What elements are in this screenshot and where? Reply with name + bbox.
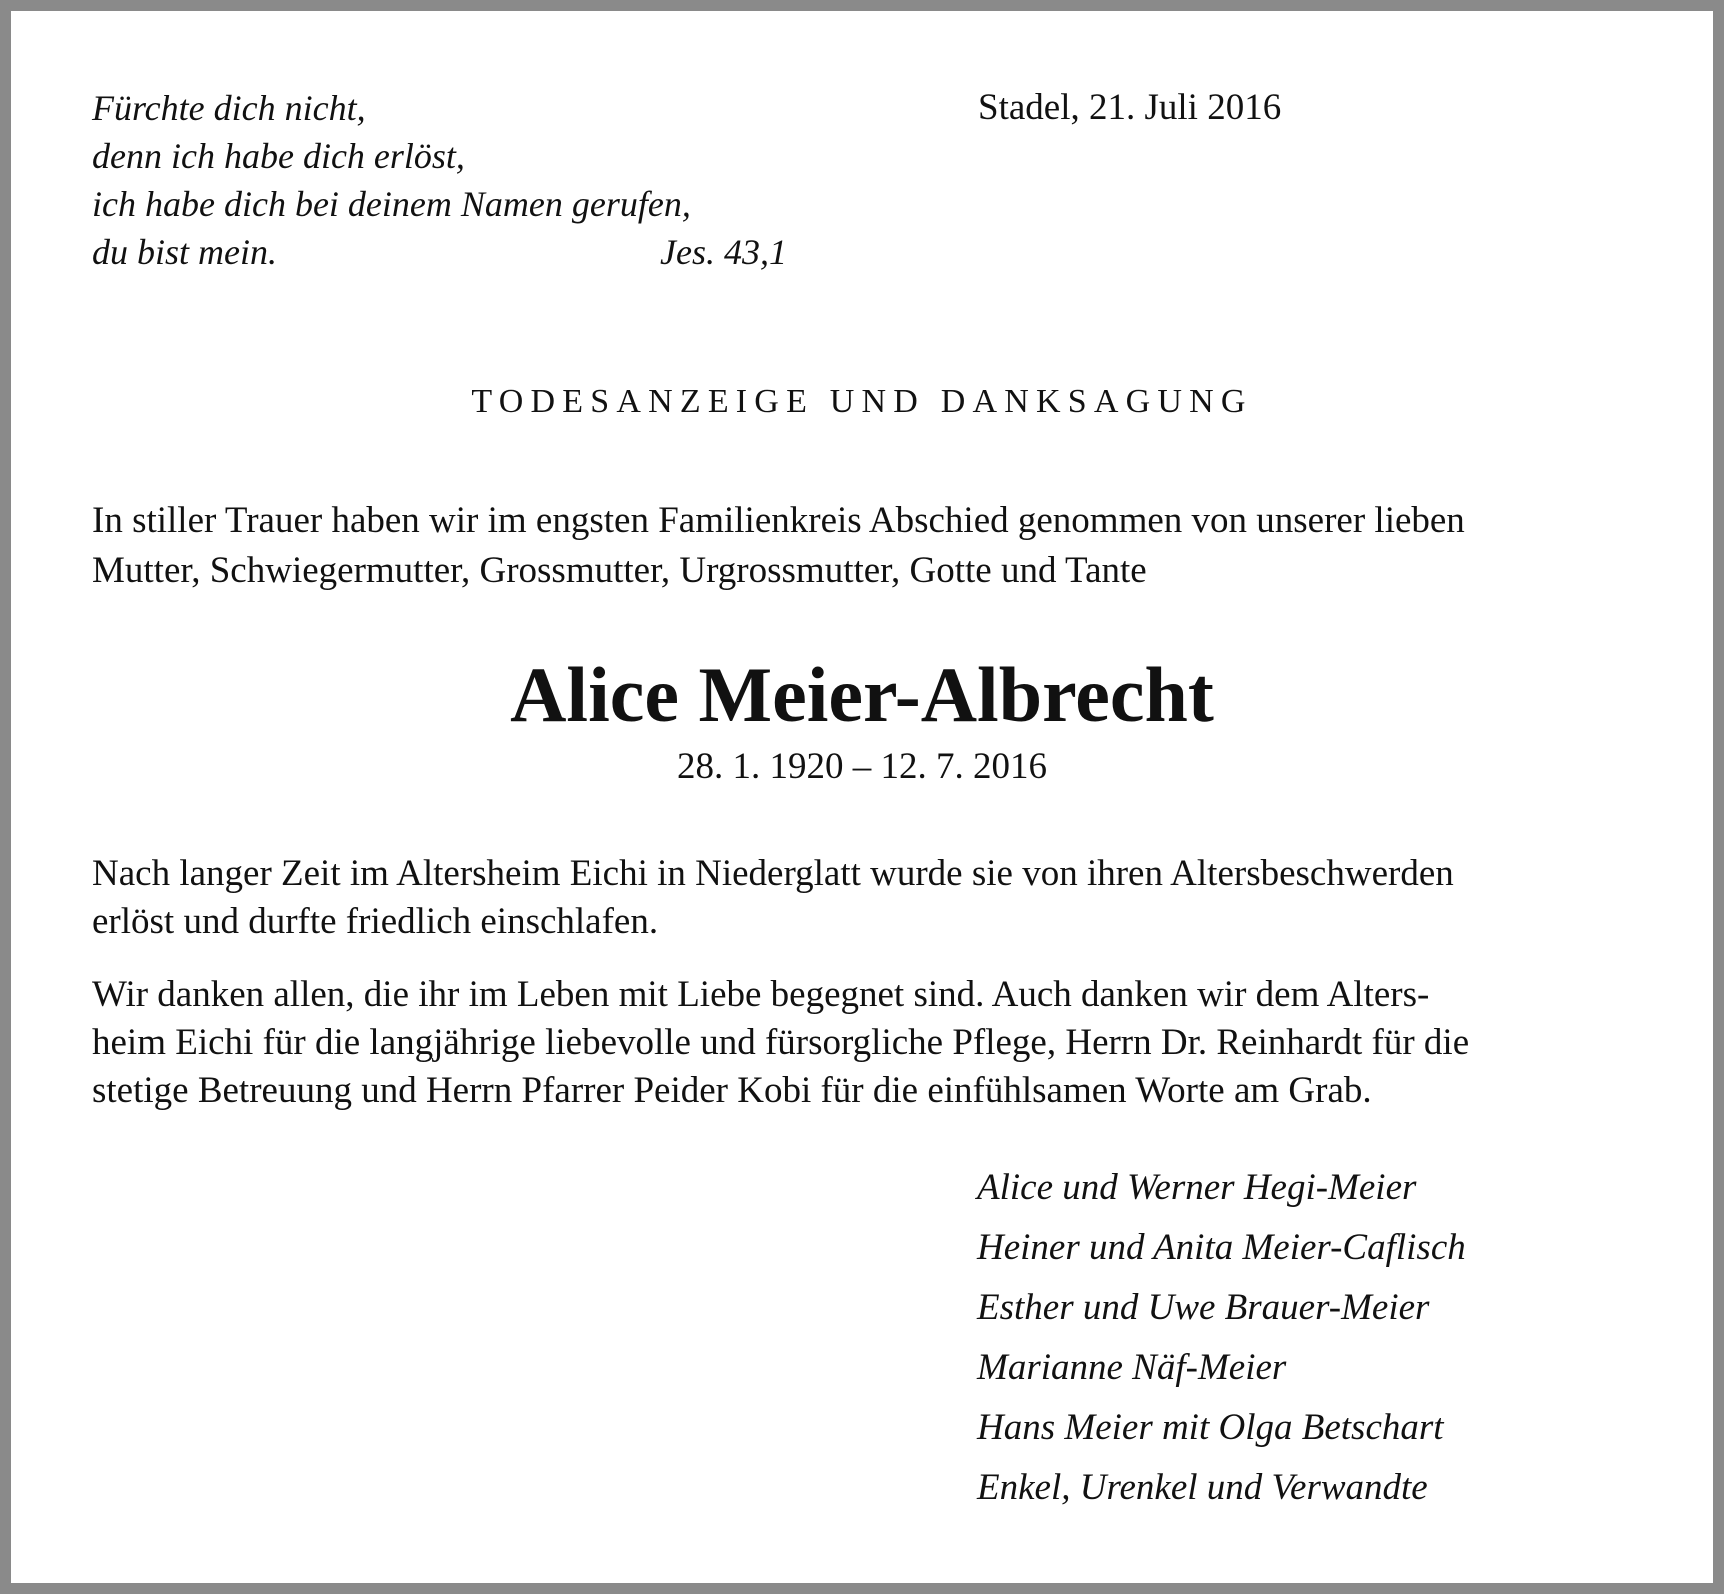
- paragraph-passing: [92, 850, 1644, 946]
- deceased-name: Alice Meier-Albrecht: [510, 651, 1214, 738]
- verse-last-line: [92, 228, 787, 276]
- mourner-name: Alice und Werner Hegi-Meier: [977, 1167, 1417, 1208]
- paragraph-thanks: [92, 971, 1644, 1115]
- verse-line: ich habe dich bei deinem Namen gerufen,: [92, 184, 691, 224]
- intro-line: In stiller Trauer haben wir im engsten Familienkreis Abschied genommen von unserer lieben: [92, 500, 1465, 541]
- paragraph-line: Nach langer Zeit im Altersheim Eichi in Niederglatt wurde sie von ihren Altersbeschwerden: [92, 853, 1454, 894]
- place-date: Stadel, 21. Juli 2016: [978, 87, 1282, 128]
- verse-line: Fürchte dich nicht,: [92, 88, 366, 128]
- mourners-list: [977, 1158, 1466, 1518]
- paragraph-line: erlöst und durfte friedlich einschlafen.: [92, 901, 659, 942]
- verse-line: du bist mein.: [92, 232, 277, 272]
- intro-line: Mutter, Schwiegermutter, Grossmutter, Urgrossmutter, Gotte und Tante: [92, 550, 1147, 591]
- intro-text: [92, 496, 1644, 596]
- bible-verse: [92, 84, 792, 276]
- verse-reference: Jes. 43,1: [660, 232, 787, 272]
- verse-line: denn ich habe dich erlöst,: [92, 136, 465, 176]
- paragraph-line: Wir danken allen, die ihr im Leben mit Liebe begegnet sind. Auch danken wir dem Alters-: [92, 974, 1430, 1015]
- mourner-name: Enkel, Urenkel und Verwandte: [977, 1467, 1428, 1508]
- paragraph-line: stetige Betreuung und Herrn Pfarrer Peider Kobi für die einfühlsamen Worte am Grab.: [92, 1070, 1372, 1111]
- notice-heading: TODESANZEIGE UND DANKSAGUNG: [471, 383, 1253, 420]
- mourner-name: Heiner und Anita Meier-Caflisch: [977, 1227, 1466, 1268]
- mourner-name: Marianne Näf-Meier: [977, 1347, 1287, 1388]
- paragraph-line: heim Eichi für die langjährige liebevolle und fürsorgliche Pflege, Herrn Dr. Reinhardt für die: [92, 1022, 1470, 1063]
- mourner-name: Hans Meier mit Olga Betschart: [977, 1407, 1444, 1448]
- mourner-name: Esther und Uwe Brauer-Meier: [977, 1287, 1430, 1328]
- life-dates: 28. 1. 1920 – 12. 7. 2016: [677, 746, 1047, 787]
